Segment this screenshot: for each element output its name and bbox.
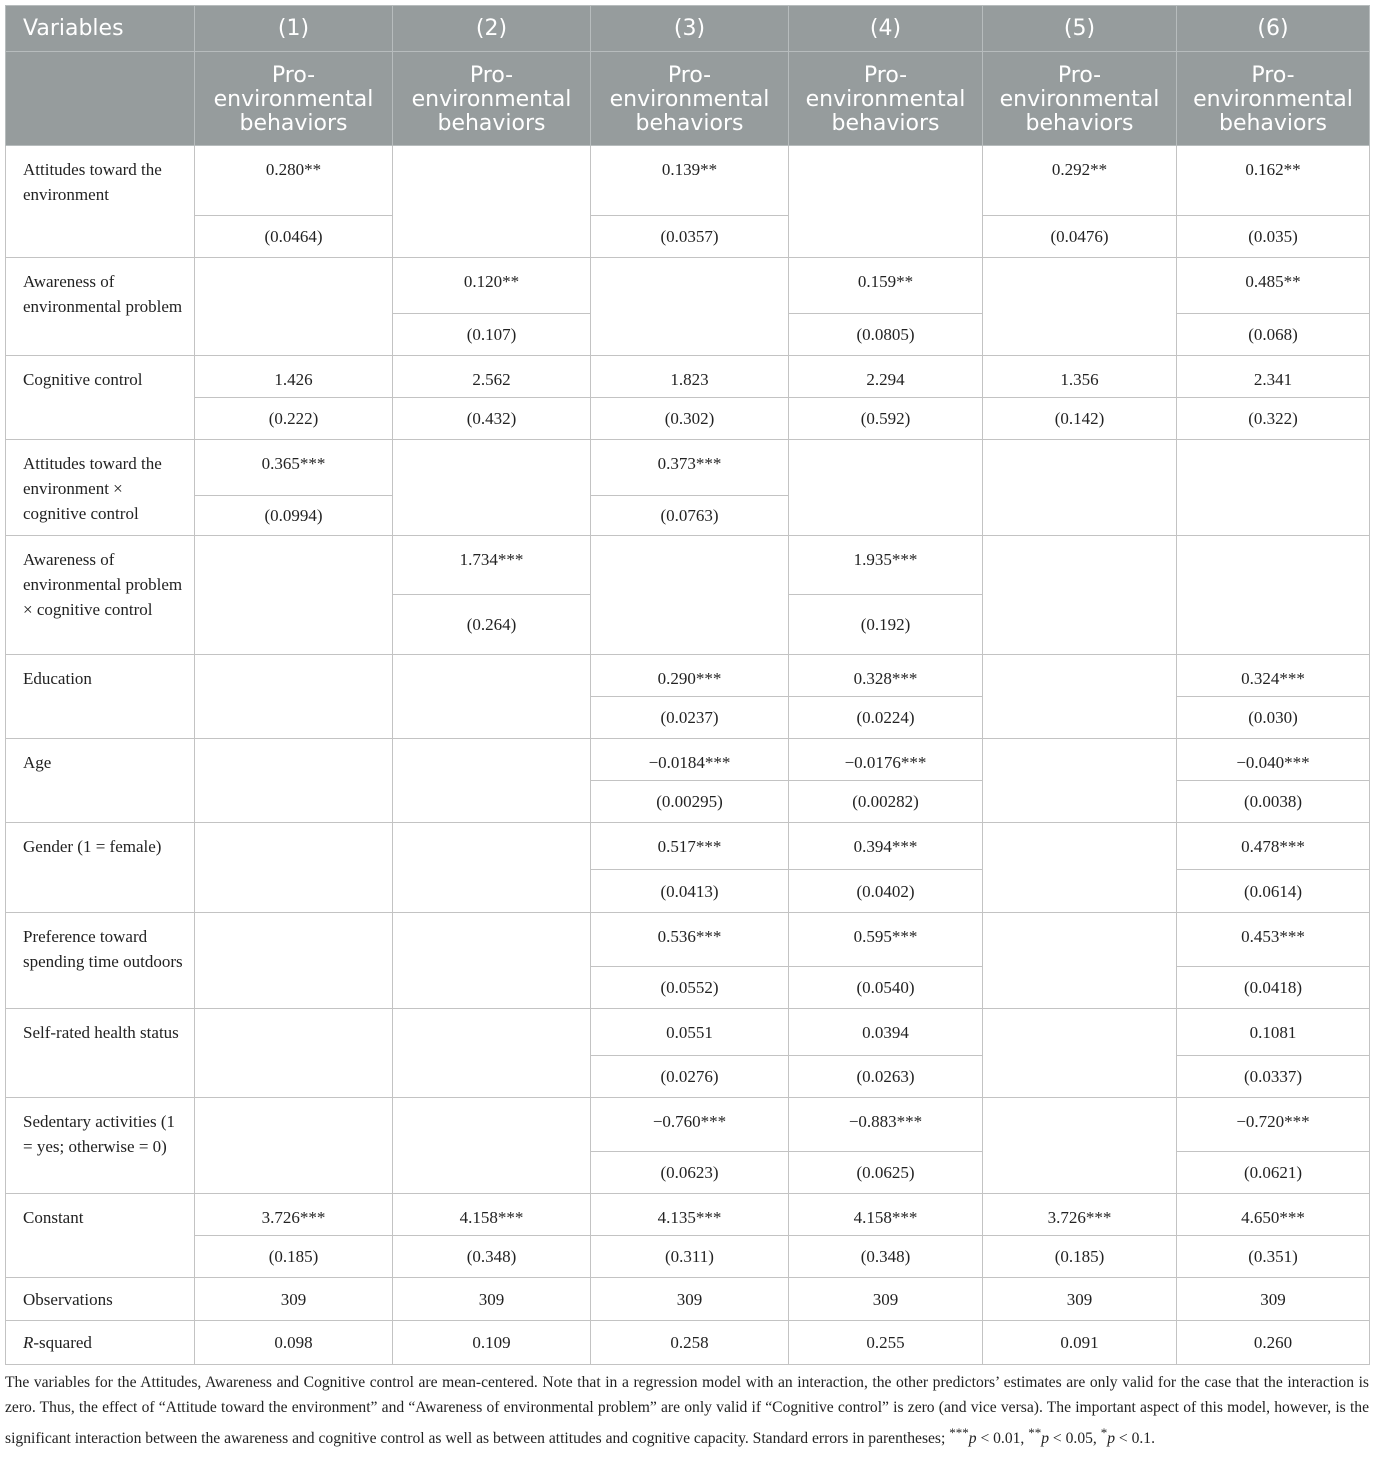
empty-cell	[983, 655, 1177, 739]
table-footnote	[5, 1370, 1369, 1451]
empty-cell	[393, 655, 591, 739]
coefficient-cell: 0.365***	[195, 440, 393, 496]
empty-cell	[393, 440, 591, 536]
row-label: Awareness of environmental problem	[6, 258, 195, 356]
coefficient-cell: 0.162**	[1177, 146, 1370, 216]
coefficient-cell: −0.040***	[1177, 739, 1370, 781]
std-error-cell: (0.00282)	[789, 781, 983, 823]
footnote-text: The variables for the Attitudes, Awareness and Cognitive control are mean-centered. Note that in a regression model with an interaction, the other predictors’ estimates are only valid for the case that the interaction is zero. Thus, the effect of “Attitude toward the environment” and “Awareness of environmental problem” are only valid if “Cognitive control” is zero (and vice versa). The important aspect of this model, however, is the significant interaction between the awareness and cognitive control as well as between attitudes and cognitive capacity. Standard errors in parentheses;	[5, 1374, 1369, 1448]
coefficient-cell: 0.1081	[1177, 1009, 1370, 1056]
sig-stars-1: ***	[949, 1425, 969, 1440]
stat-value: 309	[789, 1278, 983, 1321]
row-label: Cognitive control	[6, 356, 195, 440]
coefficient-cell: 0.290***	[591, 655, 789, 697]
coefficient-cell: 4.158***	[393, 1194, 591, 1236]
std-error-cell: (0.432)	[393, 398, 591, 440]
coefficient-cell: 0.159**	[789, 258, 983, 314]
coefficient-cell: 0.0551	[591, 1009, 789, 1056]
std-error-cell: (0.107)	[393, 314, 591, 356]
std-error-cell: (0.0337)	[1177, 1056, 1370, 1098]
column-header-4: (4)	[789, 6, 983, 52]
p-symbol-2: p	[1041, 1430, 1050, 1448]
std-error-cell: (0.068)	[1177, 314, 1370, 356]
sig-threshold-1: < 0.01,	[976, 1430, 1029, 1448]
coefficient-cell: 0.373***	[591, 440, 789, 496]
std-error-cell: (0.00295)	[591, 781, 789, 823]
std-error-cell: (0.0805)	[789, 314, 983, 356]
std-error-cell: (0.035)	[1177, 216, 1370, 258]
coefficient-cell: 0.536***	[591, 913, 789, 967]
std-error-cell: (0.185)	[195, 1236, 393, 1278]
std-error-cell: (0.0625)	[789, 1152, 983, 1194]
column-header-6: (6)	[1177, 6, 1370, 52]
coefficient-cell: 0.0394	[789, 1009, 983, 1056]
empty-cell	[393, 1009, 591, 1098]
coefficient-cell: 4.135***	[591, 1194, 789, 1236]
std-error-cell: (0.0224)	[789, 697, 983, 739]
std-error-cell: (0.0763)	[591, 496, 789, 536]
std-error-cell: (0.0623)	[591, 1152, 789, 1194]
stat-value: 0.255	[789, 1321, 983, 1365]
table-body	[6, 146, 1370, 1365]
coefficient-cell: 0.324***	[1177, 655, 1370, 697]
std-error-cell: (0.592)	[789, 398, 983, 440]
stat-value: 0.091	[983, 1321, 1177, 1365]
empty-cell	[983, 913, 1177, 1009]
std-error-cell: (0.0464)	[195, 216, 393, 258]
std-error-cell: (0.185)	[983, 1236, 1177, 1278]
std-error-cell: (0.222)	[195, 398, 393, 440]
std-error-cell: (0.142)	[983, 398, 1177, 440]
empty-cell	[1177, 440, 1370, 536]
coefficient-cell: −0.760***	[591, 1098, 789, 1152]
dep-var-header: Pro-environmental behaviors	[393, 52, 591, 146]
row-label: Attitudes toward the environment	[6, 146, 195, 258]
stat-value: 0.098	[195, 1321, 393, 1365]
coefficient-cell: 4.158***	[789, 1194, 983, 1236]
stat-value: 0.109	[393, 1321, 591, 1365]
coefficient-cell: 2.341	[1177, 356, 1370, 398]
empty-cell	[983, 258, 1177, 356]
sig-stars-2: **	[1028, 1425, 1042, 1440]
std-error-cell: (0.0994)	[195, 496, 393, 536]
dep-var-header: Pro-environmental behaviors	[983, 52, 1177, 146]
std-error-cell: (0.0402)	[789, 870, 983, 913]
coefficient-cell: 0.120**	[393, 258, 591, 314]
empty-cell	[195, 823, 393, 913]
column-header-5: (5)	[983, 6, 1177, 52]
coefficient-cell: 3.726***	[983, 1194, 1177, 1236]
row-label: Education	[6, 655, 195, 739]
row-label: Sedentary activities (1 = yes; otherwise = 0)	[6, 1098, 195, 1194]
dep-var-header: Pro-environmental behaviors	[789, 52, 983, 146]
coefficient-cell: −0.720***	[1177, 1098, 1370, 1152]
coefficient-cell: 1.935***	[789, 536, 983, 595]
coefficient-cell: 0.595***	[789, 913, 983, 967]
std-error-cell: (0.0276)	[591, 1056, 789, 1098]
coefficient-cell: 1.823	[591, 356, 789, 398]
std-error-cell: (0.322)	[1177, 398, 1370, 440]
coefficient-cell: 1.426	[195, 356, 393, 398]
coefficient-cell: 0.139**	[591, 146, 789, 216]
row-label: Attitudes toward the environment × cognitive control	[6, 440, 195, 536]
stat-value: 309	[393, 1278, 591, 1321]
stat-label: Observations	[6, 1278, 195, 1321]
stat-label	[6, 1321, 195, 1365]
coefficient-cell: 2.562	[393, 356, 591, 398]
dep-var-header: Pro-environmental behaviors	[591, 52, 789, 146]
std-error-cell: (0.0621)	[1177, 1152, 1370, 1194]
coefficient-cell: 1.356	[983, 356, 1177, 398]
coefficient-cell: 0.453***	[1177, 913, 1370, 967]
std-error-cell: (0.311)	[591, 1236, 789, 1278]
r-squared-suffix: -squared	[33, 1333, 92, 1352]
dep-var-spacer	[6, 52, 195, 146]
empty-cell	[195, 655, 393, 739]
empty-cell	[393, 1098, 591, 1194]
sig-stars-3: *	[1100, 1425, 1108, 1440]
coefficient-cell: 0.485**	[1177, 258, 1370, 314]
empty-cell	[983, 1009, 1177, 1098]
std-error-cell: (0.348)	[393, 1236, 591, 1278]
empty-cell	[983, 823, 1177, 913]
p-symbol-3: p	[1107, 1430, 1116, 1448]
row-label: Awareness of environmental problem × cognitive control	[6, 536, 195, 655]
std-error-cell: (0.351)	[1177, 1236, 1370, 1278]
std-error-cell: (0.0552)	[591, 967, 789, 1009]
std-error-cell: (0.0476)	[983, 216, 1177, 258]
empty-cell	[195, 536, 393, 655]
empty-cell	[393, 739, 591, 823]
std-error-cell: (0.348)	[789, 1236, 983, 1278]
row-label: Gender (1 = female)	[6, 823, 195, 913]
empty-cell	[195, 1009, 393, 1098]
coefficient-cell: 0.517***	[591, 823, 789, 870]
coefficient-cell: −0.0176***	[789, 739, 983, 781]
row-label: Age	[6, 739, 195, 823]
sig-threshold-3: < 0.1.	[1115, 1430, 1155, 1448]
coefficient-cell: 2.294	[789, 356, 983, 398]
empty-cell	[393, 913, 591, 1009]
std-error-cell: (0.0418)	[1177, 967, 1370, 1009]
empty-cell	[195, 913, 393, 1009]
r-symbol: R	[23, 1333, 34, 1352]
std-error-cell: (0.0413)	[591, 870, 789, 913]
coefficient-cell: −0.0184***	[591, 739, 789, 781]
coefficient-cell: 1.734***	[393, 536, 591, 595]
std-error-cell: (0.0237)	[591, 697, 789, 739]
empty-cell	[1177, 536, 1370, 655]
empty-cell	[983, 536, 1177, 655]
empty-cell	[195, 739, 393, 823]
std-error-cell: (0.0357)	[591, 216, 789, 258]
coefficient-cell: 0.478***	[1177, 823, 1370, 870]
stat-value: 309	[195, 1278, 393, 1321]
coefficient-cell: 0.292**	[983, 146, 1177, 216]
dep-var-header: Pro-environmental behaviors	[195, 52, 393, 146]
stat-value: 0.258	[591, 1321, 789, 1365]
coefficient-cell: 0.280**	[195, 146, 393, 216]
p-symbol-1: p	[968, 1430, 977, 1448]
column-header-1: (1)	[195, 6, 393, 52]
coefficient-cell: 0.394***	[789, 823, 983, 870]
variables-header: Variables	[6, 6, 195, 52]
empty-cell	[195, 258, 393, 356]
empty-cell	[983, 739, 1177, 823]
empty-cell	[591, 536, 789, 655]
dep-var-header: Pro-environmental behaviors	[1177, 52, 1370, 146]
empty-cell	[591, 258, 789, 356]
column-header-3: (3)	[591, 6, 789, 52]
row-label: Preference toward spending time outdoors	[6, 913, 195, 1009]
coefficient-cell: 4.650***	[1177, 1194, 1370, 1236]
std-error-cell: (0.0540)	[789, 967, 983, 1009]
coefficient-cell: 0.328***	[789, 655, 983, 697]
sig-threshold-2: < 0.05,	[1049, 1430, 1101, 1448]
std-error-cell: (0.0614)	[1177, 870, 1370, 913]
std-error-cell: (0.0038)	[1177, 781, 1370, 823]
row-label: Constant	[6, 1194, 195, 1278]
coefficient-cell: 3.726***	[195, 1194, 393, 1236]
empty-cell	[195, 1098, 393, 1194]
std-error-cell: (0.030)	[1177, 697, 1370, 739]
empty-cell	[983, 440, 1177, 536]
column-header-2: (2)	[393, 6, 591, 52]
std-error-cell: (0.302)	[591, 398, 789, 440]
stat-value: 0.260	[1177, 1321, 1370, 1365]
empty-cell	[789, 440, 983, 536]
empty-cell	[393, 823, 591, 913]
empty-cell	[789, 146, 983, 258]
empty-cell	[983, 1098, 1177, 1194]
std-error-cell: (0.264)	[393, 595, 591, 655]
std-error-cell: (0.0263)	[789, 1056, 983, 1098]
coefficient-cell: −0.883***	[789, 1098, 983, 1152]
row-label: Self-rated health status	[6, 1009, 195, 1098]
regression-table	[5, 5, 1370, 1365]
std-error-cell: (0.192)	[789, 595, 983, 655]
stat-value: 309	[1177, 1278, 1370, 1321]
stat-value: 309	[591, 1278, 789, 1321]
stat-value: 309	[983, 1278, 1177, 1321]
empty-cell	[393, 146, 591, 258]
